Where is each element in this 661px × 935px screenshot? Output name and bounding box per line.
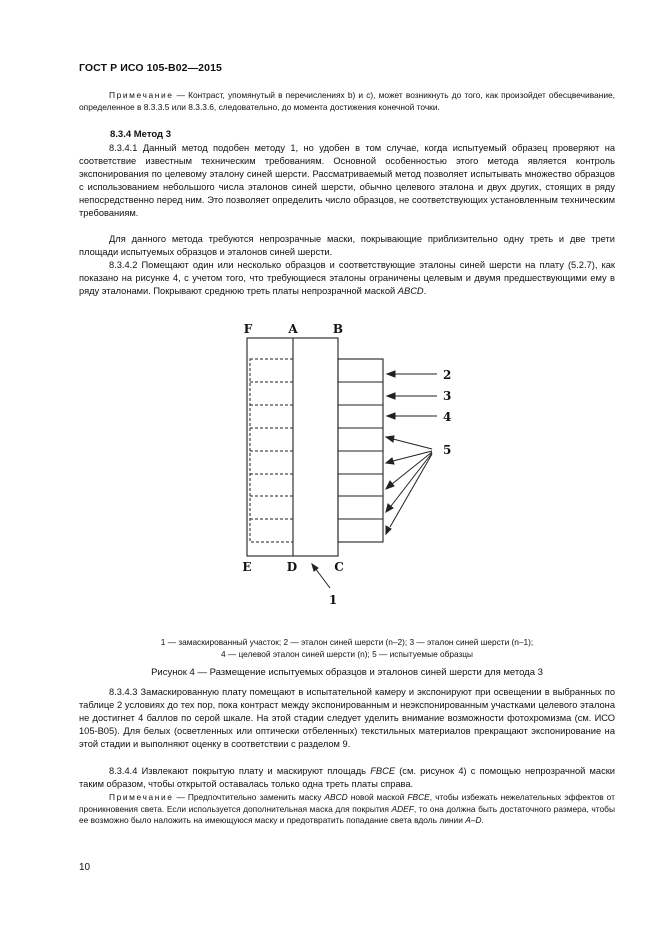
note-label: Примечание [109,792,174,802]
paragraph-masks: Для данного метода требуются непрозрачные маски, покрывающие приблизительно одну треть и две трети площади испытуемых образцов и эталонов синей шерсти. [79,234,615,257]
note-text: — Контраст, упомянутый в перечислениях b) и c), может возникнуть до того, как произойдет обесцвечивание, определенное в 8.3.3.5 или 8.3.3.6, следовательно, до момента достижения конечной точки. [79,90,615,112]
label-bottom-c: C [334,560,344,574]
document-header: ГОСТ Р ИСО 105-В02—2015 [79,62,222,74]
callout-1: 1 [328,593,338,607]
figure-caption: Рисунок 4 — Размещение испытуемых образцов и эталонов синей шерсти для метода 3 [151,667,543,678]
callout-2: 2 [443,368,452,382]
label-bottom-e: E [242,560,252,574]
paragraph-8-3-4-4: 8.3.4.4 Извлекают покрытую плату и маскируют площадь FBCE (см. рисунок 4) с помощью непрозрачной маски таким образом, чтобы открытой оставалась только одна треть платы справа. [79,766,615,789]
figure-legend [79,636,615,660]
label-top-b: B [332,322,344,336]
note-1 [79,90,615,113]
callout-1-leader [312,564,330,588]
callout-4-arrow [387,413,437,419]
figure-4-diagram [0,315,661,615]
callout-2-arrow [387,371,437,377]
callout-5: 5 [443,443,452,457]
page-number: 10 [79,862,91,873]
callout-3-arrow [387,393,437,399]
mask-label: ABCD [397,286,424,296]
paragraph-8-3-4-1: 8.3.4.1 Данный метод подобен методу 1, но удобен в том случае, когда испытуемый образец проверяют на соответствие известным техническим требованиям. Основной особенностью этого метода является контроль экспонирования по целевому эталону синей шерсти. Рассматриваемый метод позволяет испытывать множество образцов с использованием небольшого числа эталонов синей шерсти, обычно целевого эталона и двух других, стоящих в ряду непосредственно перед ним. Это позволяет определить число образцов, не соответствующих установленным техническим требованиям. [79,143,615,218]
legend-line-1: 1 — замаскированный участок; 2 — эталон синей шерсти (n–2); 3 — эталон синей шерсти (n–1); [160,637,534,647]
paragraph-8-3-4-2: 8.3.4.2 Помещают один или несколько образцов и соответствующие эталоны синей шерсти на плату (5.2.7), как показано на рисунке 4, с учетом того, что требующиеся эталоны ограничены целевым и двумя предшествующими ему в ряду эталонами. Покрывают среднюю треть платы непрозрачной маской ABCD. [79,260,615,296]
label-bottom-d: D [286,560,298,574]
paragraph-8-3-4-3: 8.3.4.3 Замаскированную плату помещают в испытательной камеру и экспонируют при освещении в выбранных по таблице 2 условиях до тех пор, пока контраст между экспонированным и неэкспонированным участками целевого эталона не достигнет 4 баллов по серой шкале. На этой стадии следует уделить внимание возможности фотохромизма (см. ИСО 105-В05). Для белых (осветленных или оптически отбеленных) текстильных материалов прекращают экспонирование на этой стадии и выполняют оценку в соответствии с разделом 9. [79,687,615,749]
note-label: Примечание [109,90,174,100]
label-top-f: F [243,322,253,336]
callout-3: 3 [443,389,452,403]
callout-4: 4 [443,410,452,424]
section-title: 8.3.4 Метод 3 [110,129,171,140]
callout-5-arrows [386,436,432,534]
note-2: Примечание — Предпочтительно заменить маску ABCD новой маской FBCE, чтобы избежать нежелательных эффектов от проникновения света. Если используется дополнительная маска для покрытия ADEF, то она должна быть достаточного размера, чтобы ее возможно было наложить на имеющуюся маску и предотвратить попадание света вдоль линии A–D. [79,792,615,825]
label-top-a: A [288,322,298,336]
legend-line-2: 4 — целевой эталон синей шерсти (n); 5 — испытуемые образцы [220,649,474,659]
